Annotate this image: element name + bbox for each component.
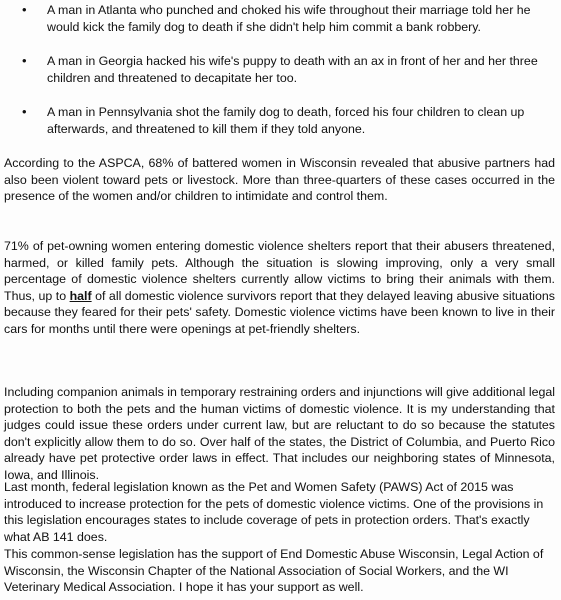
paragraph-text: of all domestic violence survivors report that they delayed leaving abusive situations because they feared for their pets' safety. Domestic violence victims have been known to live in their cars for months until there were openings at pet-friendly shelters. (4, 288, 555, 336)
bullet-text: A man in Atlanta who punched and choked his wife throughout their marriage told her he would kick the family dog to death if she didn't help him commit a bank robbery. (47, 3, 531, 34)
paragraph-protective-orders: Including companion animals in temporary restraining orders and injunctions will give additional legal protection to both the pets and the human victims of domestic violence. It is my understanding that judges could issue these orders under current law, but are reluctant to do so because the statutes don't explicitly allow them to do so. Over half of the states, the District of Columbia, and Puerto Rico already have pet protective order laws in effect. That includes our neighboring states of Minnesota, Iowa, and Illinois. (4, 385, 555, 482)
bullet-item-pennsylvania (20, 104, 556, 137)
bullet-item-georgia (20, 53, 556, 86)
bullet-item-atlanta (20, 2, 556, 35)
bullet-dot-icon: • (22, 104, 27, 120)
bullet-text: A man in Pennsylvania shot the family dog to death, forced his four children to clean up afterwards, and threatened to kill them if they told anyone. (47, 105, 525, 136)
paragraph-paws-act: Last month, federal legislation known as the Pet and Women Safety (PAWS) Act of 2015 was introduced to increase protection for the pets of domestic violence victims. One of the provisions in this legislation encourages states to include coverage of pets in protection orders. That's exactly what AB 141 does. (4, 480, 544, 544)
bullet-text: A man in Georgia hacked his wife's puppy to death with an ax in front of her and her three children and threatened to decapitate her too. (47, 54, 538, 85)
paragraph-support: This common-sense legislation has the support of End Domestic Abuse Wisconsin, Legal Action of Wisconsin, the Wisconsin Chapter of the National Association of Social Workers, and the WI Veterinary Medical Association. I hope it has your support as well. (4, 547, 544, 595)
emphasis-half: half (69, 288, 92, 303)
paragraph-shelter-statistics (4, 238, 555, 338)
paragraph-aspca-statistics: According to the ASPCA, 68% of battered women in Wisconsin revealed that abusive partners had also been violent toward pets or livestock. More than three-quarters of these cases occurred in the presence of the women and/or children to intimidate and control them. (4, 156, 555, 204)
paragraph-text: 71% of pet-owning women entering domestic violence shelters report that their abusers threatened, harmed, or killed family pets. Although the situation is slowing improving, only a very small percentage of domestic violence shelters currently allow victims to bring their animals with them. Thus, up to (4, 239, 555, 303)
bullet-list (20, 2, 556, 138)
bullet-dot-icon: • (22, 2, 27, 17)
bullet-dot-icon: • (22, 53, 27, 69)
